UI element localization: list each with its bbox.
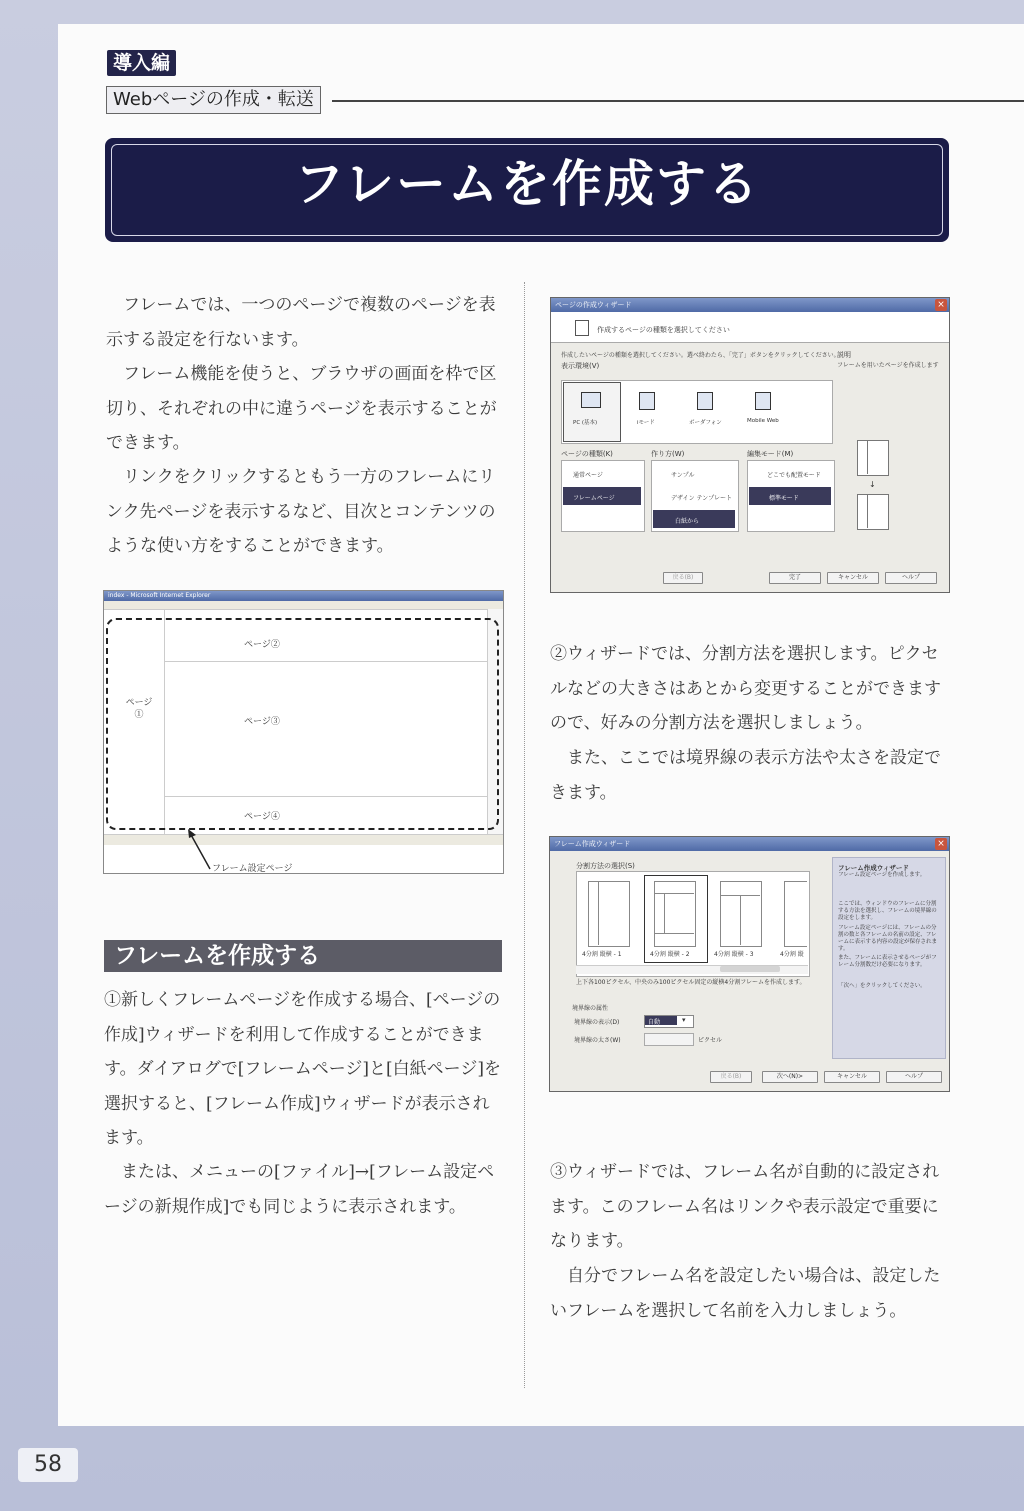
mobile-web-icon xyxy=(755,392,771,410)
method-sample[interactable]: サンプル xyxy=(671,472,695,479)
env-item-pc-selected[interactable] xyxy=(563,382,621,442)
browser-statusbar xyxy=(104,834,503,845)
layout-prompt: 分割方法の選択(S) xyxy=(576,862,635,870)
description-text: フレームを用いたページを作成します xyxy=(837,362,939,369)
border-show-label: 境界線の表示(D) xyxy=(574,1019,620,1026)
diagram-caption: フレーム設定ページ xyxy=(212,864,293,874)
method-blank[interactable]: 白紙から xyxy=(675,518,700,525)
layout-4[interactable] xyxy=(784,881,807,947)
intro-paragraph-1: フレームでは、一つのページで複数のページを表示する設定を行ないます。 xyxy=(106,295,496,350)
env-item-pc-label: PC (基本) xyxy=(573,420,598,426)
layout-1[interactable] xyxy=(588,881,630,947)
back-button-2[interactable]: 戻る(B) xyxy=(710,1071,752,1083)
border-width-unit: ピクセル xyxy=(698,1037,723,1044)
back-button[interactable]: 戻る(B) xyxy=(663,572,703,584)
frame-diagram xyxy=(103,590,504,874)
layout-2-line-bottom xyxy=(654,933,694,934)
description-label: 説明 xyxy=(837,351,851,359)
env-item-imode-label[interactable]: iモード xyxy=(637,420,655,426)
layout-1-line xyxy=(598,881,599,945)
help-text-4: また、フレームに表示させるページがフレーム分割数だけ必要になります。 xyxy=(838,955,937,968)
next-button[interactable]: 次へ(N)> xyxy=(762,1071,818,1083)
category-badge: 導入編 xyxy=(107,50,176,76)
preview-arrow-icon: ↓ xyxy=(869,480,876,489)
page-title: フレームを作成する xyxy=(294,155,760,213)
label-page1: ページ① xyxy=(125,698,153,720)
frame-preview-before xyxy=(857,440,889,476)
wizard-titlebar: ページの作成ウィザード xyxy=(551,298,949,312)
layout-3[interactable] xyxy=(720,881,762,947)
page-wizard-screenshot xyxy=(550,297,950,593)
label-page3: ページ③ xyxy=(244,717,280,727)
intro-paragraph-3: リンクをクリックするともう一方のフレームにリンク先ページを表示するなど、目次とコンテンツのような使い方をすることができます。 xyxy=(106,467,496,556)
pc-icon xyxy=(581,392,601,408)
preview-divider-2 xyxy=(867,494,868,528)
layout-2-line-v xyxy=(664,893,665,933)
phone-icon xyxy=(639,392,655,410)
section-rule xyxy=(332,100,1024,102)
column-divider xyxy=(524,282,525,1388)
env-item-mobileweb-label[interactable]: Mobile Web xyxy=(747,418,779,424)
intro-paragraph-2: フレーム機能を使うと、ブラウザの画面を枠で区切り、それぞれの中に違うページを表示することができます。 xyxy=(106,364,497,453)
label-page2: ページ② xyxy=(244,640,280,650)
step2-paragraph-2: また、ここでは境界線の表示方法や太さを設定できます。 xyxy=(550,748,941,803)
page-number: 58 xyxy=(18,1448,78,1482)
layout-2-line-top xyxy=(654,893,694,894)
step2-paragraph-1: ②ウィザードでは、分割方法を選択します。ピクセルなどの大きさはあとから変更することができますので、好みの分割方法を選択しましょう。 xyxy=(550,644,941,733)
step3-paragraph-1: ③ウィザードでは、フレーム名が自動的に設定されます。このフレーム名はリンクや表示設定で重要になります。 xyxy=(550,1162,940,1251)
layout-1-label[interactable]: 4分割 縦横 - 1 xyxy=(582,951,622,958)
page-icon xyxy=(575,320,589,336)
frame-wizard-screenshot xyxy=(549,836,950,1092)
sub-heading: フレームを作成する xyxy=(104,940,502,972)
vodafone-icon xyxy=(697,392,713,410)
layout-scroll-thumb[interactable] xyxy=(720,966,780,972)
method-label: 作り方(W) xyxy=(651,450,685,458)
border-width-input[interactable] xyxy=(644,1033,694,1046)
layout-3-line-v xyxy=(740,895,741,945)
layout-4-label[interactable]: 4分割 縦 xyxy=(780,951,804,958)
step1-paragraph-2: または、メニューの[ファイル]→[フレーム設定ページの新規作成]でも同じように表示されます。 xyxy=(104,1162,495,1217)
method-template[interactable]: デザイン テンプレート xyxy=(671,495,732,502)
label-page4: ページ④ xyxy=(244,812,280,822)
section-label: Webページの作成・転送 xyxy=(106,86,321,114)
help-panel-title: フレーム作成ウィザード xyxy=(838,864,909,872)
help-button-2[interactable]: ヘルプ xyxy=(886,1071,942,1083)
chevron-down-icon[interactable]: ▾ xyxy=(682,1016,686,1024)
frame-set-outline xyxy=(106,618,499,830)
help-button[interactable]: ヘルプ xyxy=(885,572,937,584)
env-item-vodafone-label[interactable]: ボーダフォン xyxy=(689,420,722,426)
browser-titlebar: index - Microsoft Internet Explorer xyxy=(104,591,503,601)
type-normal[interactable]: 通常ページ xyxy=(573,472,603,479)
help-text-5: 「次へ」をクリックしてください。 xyxy=(838,983,926,989)
step1-paragraph-1: ①新しくフレームページを作成する場合、[ページの作成]ウィザードを利用して作成することができます。ダイアログで[フレームページ]と[白紙ページ]を選択すると、[フレーム作成]ウィザードが表示されます。 xyxy=(104,990,501,1148)
layout-2[interactable] xyxy=(654,881,696,947)
mode-standard[interactable]: 標準モード xyxy=(769,495,799,502)
wizard-prompt: 作成するページの種類を選択してください xyxy=(597,326,730,334)
frame-preview-after xyxy=(857,494,889,530)
wizard-instruction: 作成したいページの種類を選択してください。選べ終わたら、「完了」ボタンをクリックしてください。 xyxy=(561,352,840,359)
env-label: 表示環境(V) xyxy=(561,362,600,370)
layout-2-label[interactable]: 4分割 縦横 - 2 xyxy=(650,951,690,958)
finish-button[interactable]: 完了 xyxy=(769,572,821,584)
border-group-label: 境界線の属性 xyxy=(572,1005,609,1012)
preview-divider xyxy=(867,440,868,474)
type-frame[interactable]: フレームページ xyxy=(573,495,615,502)
cancel-button-2[interactable]: キャンセル xyxy=(824,1071,880,1083)
border-width-label: 境界線の太さ(W) xyxy=(574,1037,621,1044)
help-text-3: フレーム設定ページには、フレームの分割の数と各フレームの名前の設定、フレームに表示する内容の設定が保存されます。 xyxy=(838,925,938,952)
layout-3-label[interactable]: 4分割 縦横 - 3 xyxy=(714,951,754,958)
type-label: ページの種類(K) xyxy=(561,450,613,458)
mode-label: 編集モード(M) xyxy=(747,450,794,458)
help-text-1: フレーム設定ページを作成します。 xyxy=(838,872,926,878)
cancel-button[interactable]: キャンセル xyxy=(827,572,879,584)
close-icon[interactable]: × xyxy=(935,299,947,311)
help-text-2: ここでは、ウィンドウのフレームに分割する方法を選択し、フレームの境界線の設定をします。 xyxy=(838,901,937,921)
mode-free[interactable]: どこでも配置モード xyxy=(767,472,821,479)
layout-info: 上下各100ピクセル、中央のみ100ピクセル固定の縦横4分割フレームを作成します。 xyxy=(576,979,806,986)
step3-paragraph-2: 自分でフレーム名を設定したい場合は、設定したいフレームを選択して名前を入力しましょう。 xyxy=(550,1266,941,1321)
title-banner xyxy=(105,138,949,242)
frame-wizard-titlebar: フレーム作成ウィザード xyxy=(550,837,949,851)
border-show-value[interactable]: 自動 xyxy=(648,1019,661,1026)
close-icon-2[interactable]: × xyxy=(935,838,947,850)
